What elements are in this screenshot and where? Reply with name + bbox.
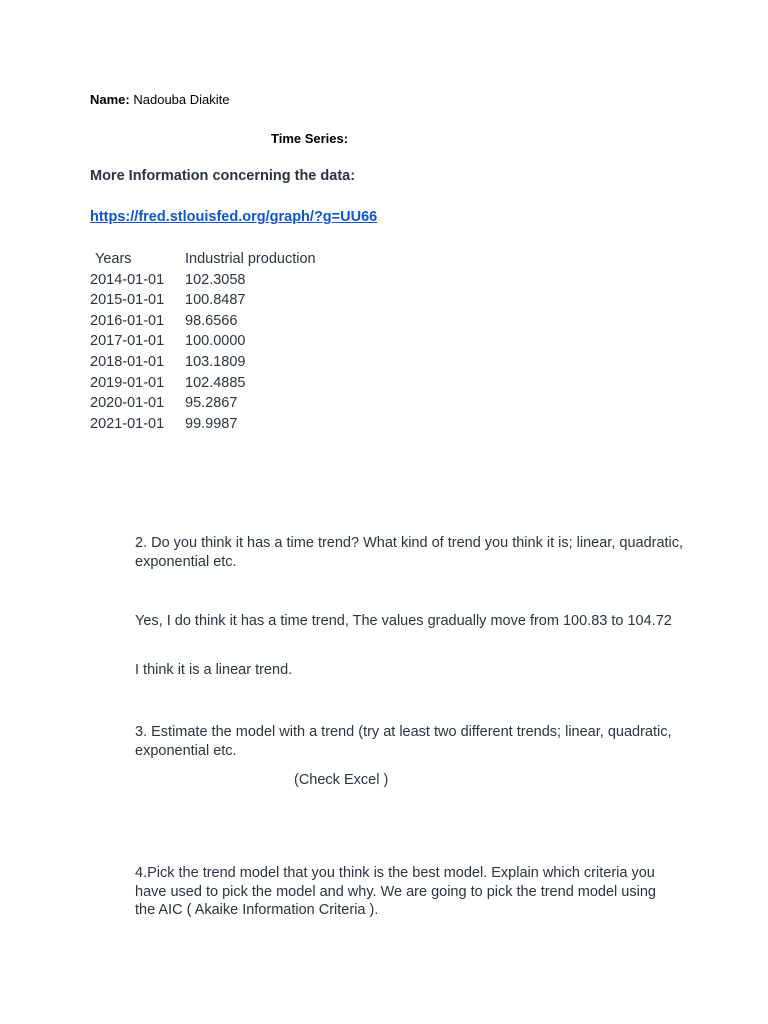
cell-year: 2017-01-01 (90, 333, 165, 350)
name-value: Nadouba Diakite (129, 92, 230, 107)
more-info-heading: More Information concerning the data: (90, 168, 356, 184)
data-source-link[interactable]: https://fred.stlouisfed.org/graph/?g=UU66 (90, 209, 378, 225)
name-label: Name: (90, 92, 130, 107)
table-row (90, 352, 316, 373)
cell-value: 100.0000 (185, 333, 246, 350)
header-years: Years (95, 251, 132, 267)
table-row (90, 331, 316, 352)
header-industrial-production: Industrial production (185, 251, 316, 267)
answer-3-check-excel: (Check Excel ) (294, 772, 389, 788)
name-line (90, 92, 229, 107)
data-table (90, 249, 316, 434)
question-4: 4.Pick the trend model that you think is the best model. Explain which criteria you have used to pick the model and why. We are going to pick the trend model using the AIC ( Akaike Information Criteria ). (135, 865, 656, 918)
cell-value: 99.9987 (185, 415, 238, 432)
cell-year: 2015-01-01 (90, 292, 165, 309)
cell-year: 2014-01-01 (90, 271, 165, 288)
cell-year: 2020-01-01 (90, 395, 165, 412)
cell-value: 100.8487 (185, 292, 246, 309)
cell-value: 102.4885 (185, 374, 246, 391)
cell-value: 95.2867 (185, 395, 238, 412)
table-header-row (90, 249, 316, 270)
cell-value: 102.3058 (185, 271, 246, 288)
table-row (90, 373, 316, 394)
cell-year: 2018-01-01 (90, 353, 165, 370)
table-row (90, 393, 316, 414)
cell-value: 103.1809 (185, 353, 246, 370)
question-3: 3. Estimate the model with a trend (try at least two different trends; linear, quadratic, exponential etc. (135, 724, 672, 759)
question-2: 2. Do you think it has a time trend? What kind of trend you think it is; linear, quadratic, exponential etc. (135, 535, 684, 570)
cell-year: 2019-01-01 (90, 374, 165, 391)
cell-year: 2016-01-01 (90, 312, 165, 329)
document-title: Time Series: (271, 131, 349, 146)
cell-year: 2021-01-01 (90, 415, 165, 432)
cell-value: 98.6566 (185, 312, 238, 329)
table-row (90, 414, 316, 435)
table-row (90, 290, 316, 311)
answer-2-linear: I think it is a linear trend. (135, 662, 293, 678)
table-row (90, 311, 316, 332)
table-row (90, 270, 316, 291)
answer-2-trend: Yes, I do think it has a time trend, The values gradually move from 100.83 to 104.72 (135, 613, 672, 629)
